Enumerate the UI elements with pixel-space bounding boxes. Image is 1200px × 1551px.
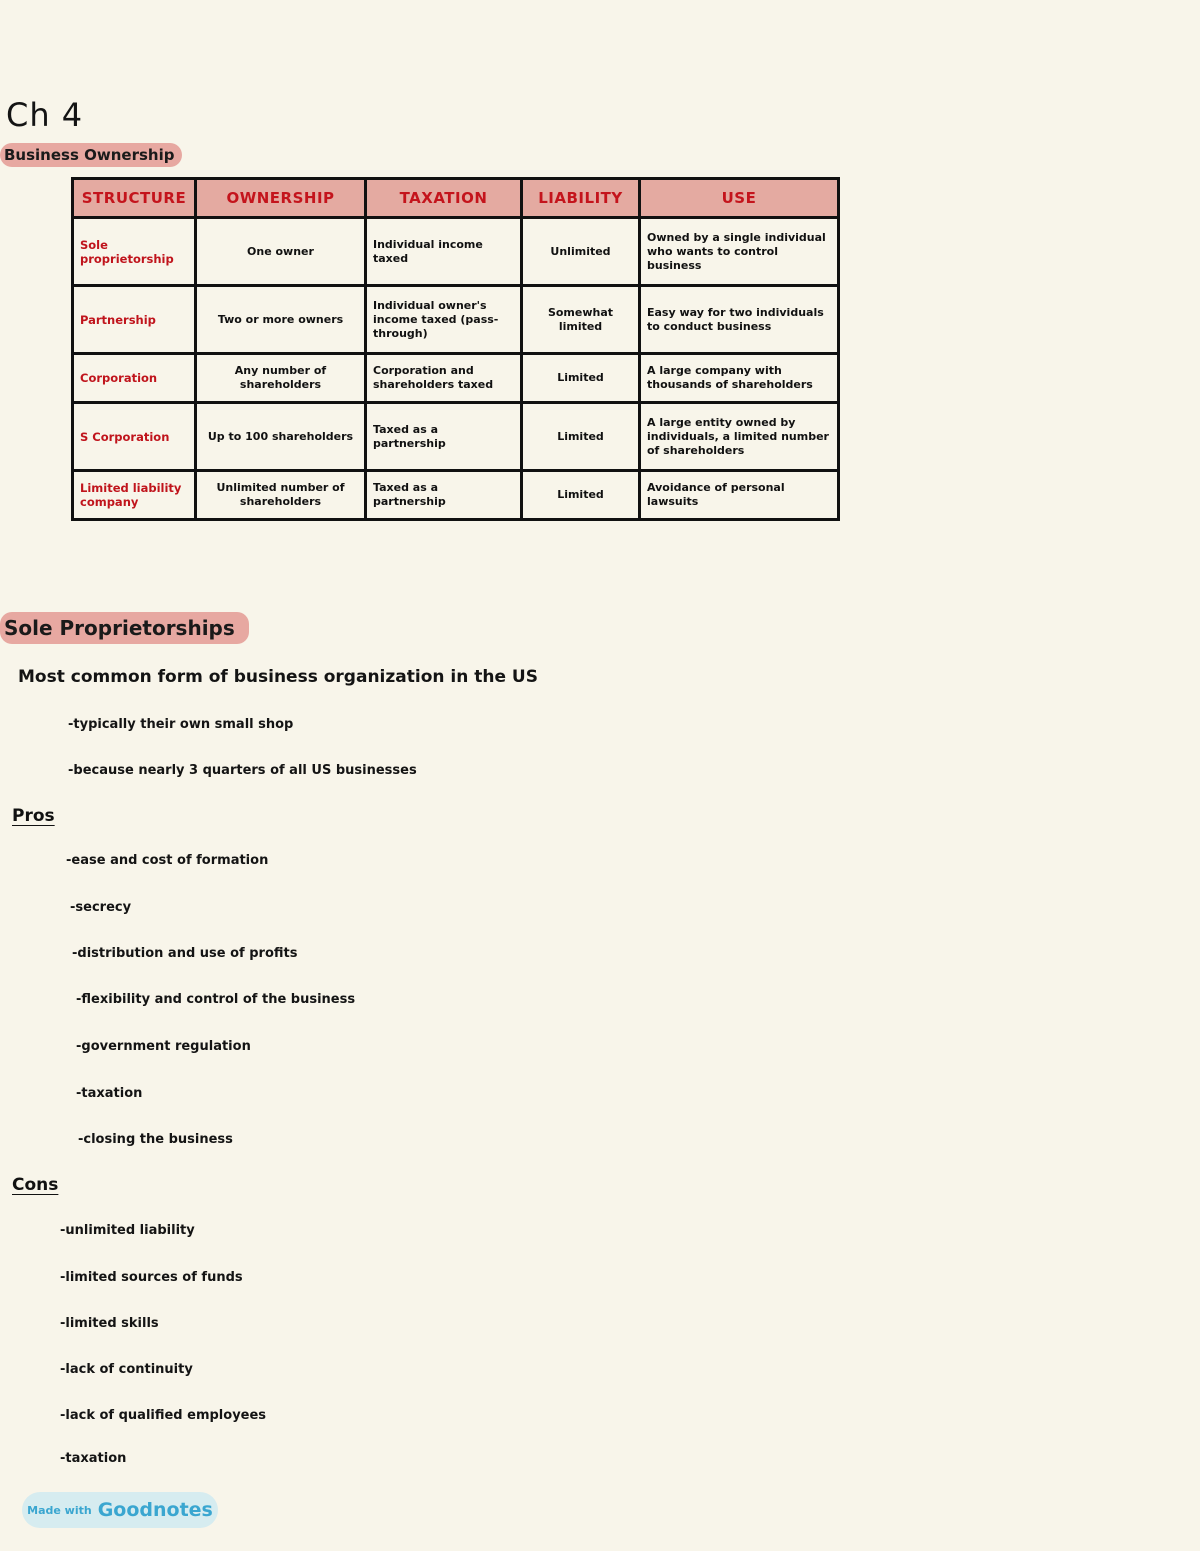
badge-prefix: Made with xyxy=(27,1503,92,1517)
ownership-cell: One owner xyxy=(196,218,366,286)
page-title: Ch 4 xyxy=(6,96,84,134)
use-cell: A large entity owned by individuals, a limited number of shareholders xyxy=(640,403,839,471)
structure-cell: Limited liability company xyxy=(73,471,196,520)
use-cell: Avoidance of personal lawsuits xyxy=(640,471,839,520)
liability-cell: Limited xyxy=(522,471,640,520)
cons-heading: Cons xyxy=(12,1175,59,1195)
header-ownership: OWNERSHIP xyxy=(196,179,366,218)
ownership-cell: Any number of shareholders xyxy=(196,354,366,403)
cons-item: -limited sources of funds xyxy=(60,1270,243,1285)
cons-item: -lack of continuity xyxy=(60,1362,193,1377)
taxation-cell: Individual income taxed xyxy=(366,218,522,286)
liability-cell: Somewhat limited xyxy=(522,286,640,354)
section-heading-sole-proprietorships: Sole Proprietorships xyxy=(0,612,249,644)
intro-point: -typically their own small shop xyxy=(68,717,294,732)
cons-item: -lack of qualified employees xyxy=(60,1408,267,1423)
cons-item: -taxation xyxy=(60,1451,127,1466)
pros-item: -ease and cost of formation xyxy=(66,853,269,868)
made-with-goodnotes-badge[interactable] xyxy=(22,1492,218,1528)
ownership-cell: Up to 100 shareholders xyxy=(196,403,366,471)
pros-item: -flexibility and control of the business xyxy=(76,992,356,1007)
pros-item: -closing the business xyxy=(78,1132,233,1147)
header-structure: STRUCTURE xyxy=(73,179,196,218)
ownership-cell: Two or more owners xyxy=(196,286,366,354)
table-row xyxy=(73,471,839,520)
use-cell: Easy way for two individuals to conduct business xyxy=(640,286,839,354)
table-row xyxy=(73,218,839,286)
taxation-cell: Corporation and shareholders taxed xyxy=(366,354,522,403)
liability-cell: Unlimited xyxy=(522,218,640,286)
header-taxation: TAXATION xyxy=(366,179,522,218)
pros-heading: Pros xyxy=(12,806,55,826)
table-row xyxy=(73,403,839,471)
structure-cell: Corporation xyxy=(73,354,196,403)
table-row xyxy=(73,286,839,354)
pros-item: -secrecy xyxy=(70,900,132,915)
business-structure-table xyxy=(71,177,840,521)
taxation-cell: Taxed as a partnership xyxy=(366,403,522,471)
cons-item: -limited skills xyxy=(60,1316,159,1331)
table-row xyxy=(73,354,839,403)
table-header-row xyxy=(73,179,839,218)
liability-cell: Limited xyxy=(522,403,640,471)
intro-line: Most common form of business organization in the US xyxy=(18,667,538,687)
taxation-cell: Taxed as a partnership xyxy=(366,471,522,520)
pros-item: -distribution and use of profits xyxy=(72,946,298,961)
subtitle-highlight: Business Ownership xyxy=(0,143,182,167)
use-cell: Owned by a single individual who wants to control business xyxy=(640,218,839,286)
header-use: USE xyxy=(640,179,839,218)
cons-item: -unlimited liability xyxy=(60,1223,195,1238)
goodnotes-logo: Goodnotes xyxy=(97,1499,213,1521)
pros-item: -government regulation xyxy=(76,1039,251,1054)
liability-cell: Limited xyxy=(522,354,640,403)
taxation-cell: Individual owner's income taxed (pass-through) xyxy=(366,286,522,354)
use-cell: A large company with thousands of shareholders xyxy=(640,354,839,403)
intro-point: -because nearly 3 quarters of all US businesses xyxy=(68,763,417,778)
structure-cell: Partnership xyxy=(73,286,196,354)
header-liability: LIABILITY xyxy=(522,179,640,218)
ownership-cell: Unlimited number of shareholders xyxy=(196,471,366,520)
pros-item: -taxation xyxy=(76,1086,143,1101)
structure-cell: S Corporation xyxy=(73,403,196,471)
structure-cell: Sole proprietorship xyxy=(73,218,196,286)
